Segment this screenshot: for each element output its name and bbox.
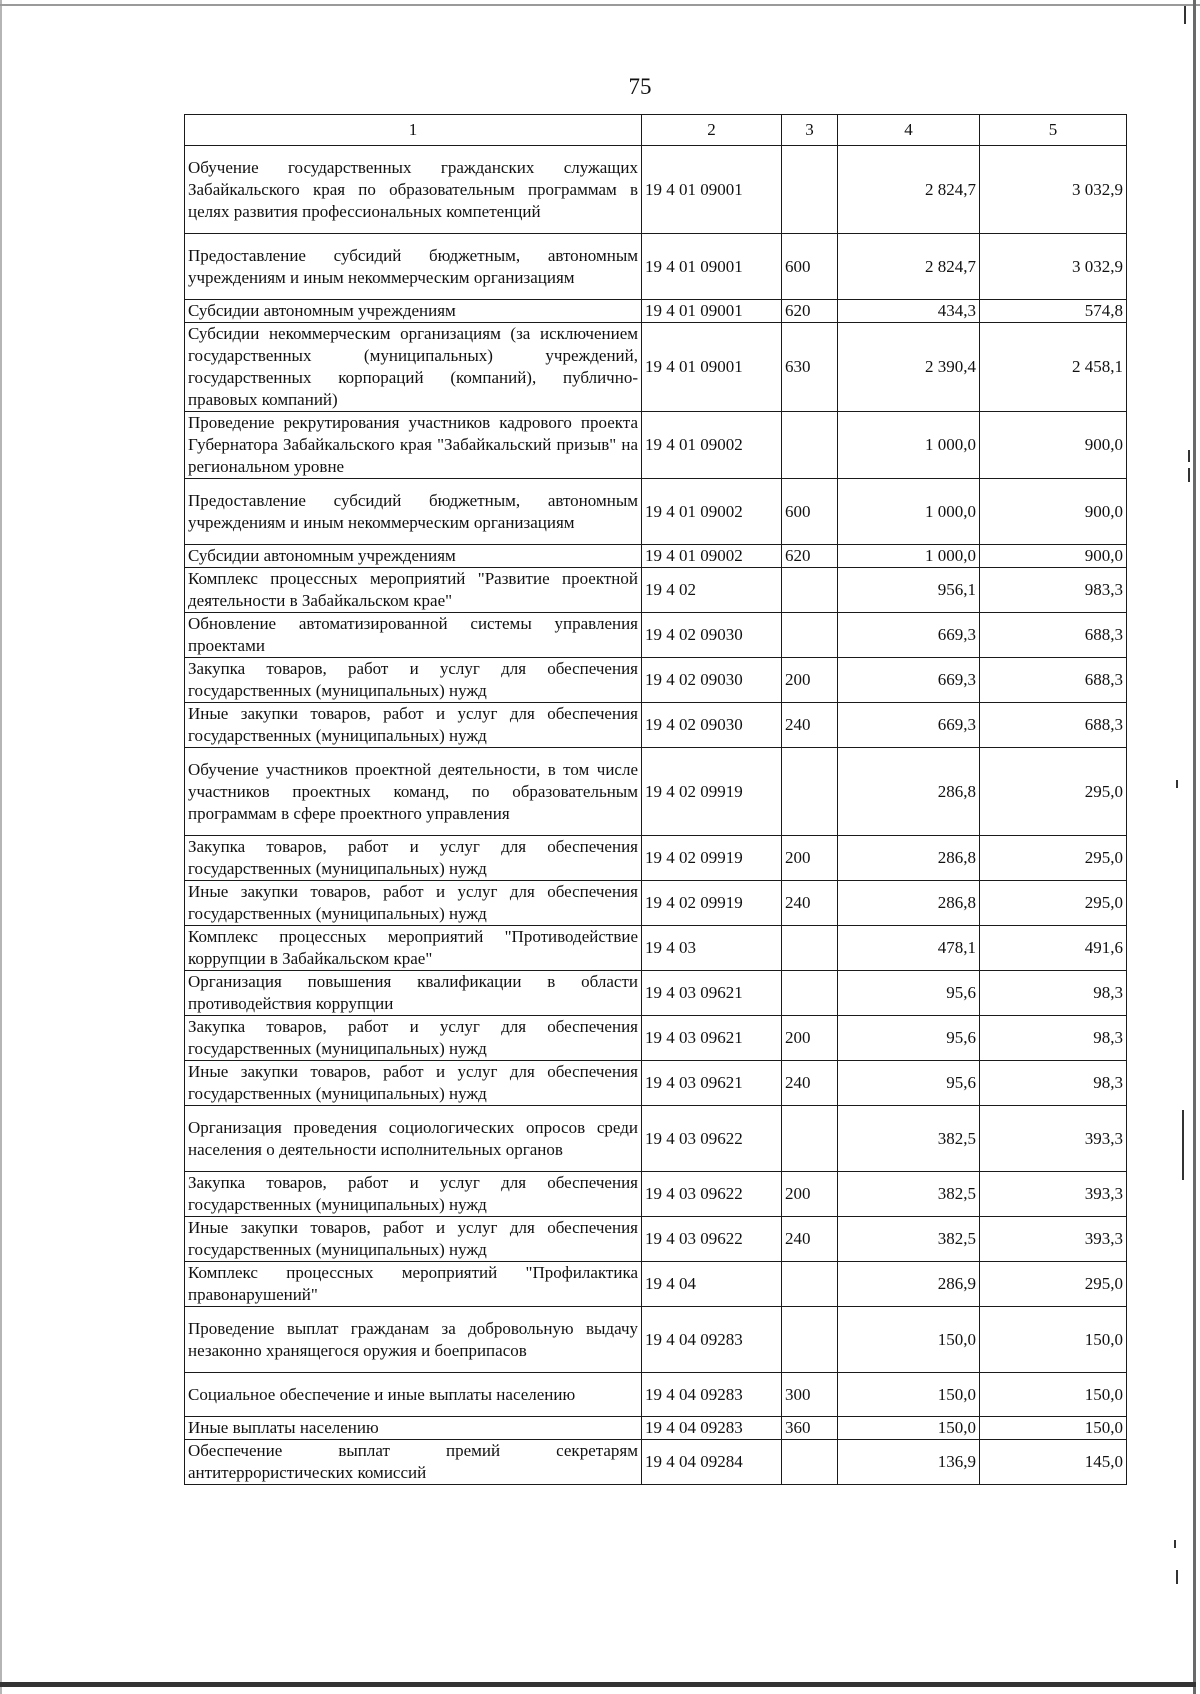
- table-body: [185, 146, 1127, 1485]
- row-target-code: 19 4 03: [642, 926, 782, 971]
- row-amount-year-1: 286,8: [838, 836, 980, 881]
- row-target-code: 19 4 01 09001: [642, 234, 782, 300]
- row-target-code: 19 4 02 09919: [642, 748, 782, 836]
- header-col-2: 2: [642, 115, 782, 146]
- row-target-code: 19 4 04 09283: [642, 1307, 782, 1373]
- row-amount-year-1: 434,3: [838, 300, 980, 323]
- row-expense-type: 200: [782, 658, 838, 703]
- row-amount-year-2: 393,3: [980, 1172, 1127, 1217]
- table-row: [185, 971, 1127, 1016]
- row-target-code: 19 4 01 09002: [642, 479, 782, 545]
- scan-edge-right: [1193, 0, 1196, 1694]
- header-col-1: 1: [185, 115, 642, 146]
- table-row: [185, 1217, 1127, 1262]
- scan-edge-bottom: [0, 1682, 1196, 1687]
- row-expense-type: [782, 1307, 838, 1373]
- table-row: [185, 1417, 1127, 1440]
- row-description: Обеспечение выплат премий секретарям антитеррористических комиссий: [185, 1440, 642, 1485]
- row-target-code: 19 4 02 09919: [642, 881, 782, 926]
- row-amount-year-2: 393,3: [980, 1217, 1127, 1262]
- header-col-3: 3: [782, 115, 838, 146]
- row-description: Субсидии автономным учреждениям: [185, 545, 642, 568]
- row-target-code: 19 4 01 09001: [642, 323, 782, 412]
- row-description: Комплекс процессных мероприятий "Противодействие коррупции в Забайкальском крае": [185, 926, 642, 971]
- row-amount-year-2: 393,3: [980, 1106, 1127, 1172]
- table-row: [185, 658, 1127, 703]
- row-description: Организация проведения социологических опросов среди населения о деятельности исполнительных органов: [185, 1106, 642, 1172]
- row-description: Обучение государственных гражданских служащих Забайкальского края по образовательным программам в целях развития профессиональных компетенций: [185, 146, 642, 234]
- row-description: Закупка товаров, работ и услуг для обеспечения государственных (муниципальных) нужд: [185, 1016, 642, 1061]
- table-row: [185, 1373, 1127, 1417]
- row-amount-year-1: 382,5: [838, 1172, 980, 1217]
- row-expense-type: 240: [782, 1061, 838, 1106]
- table-row: [185, 748, 1127, 836]
- scan-speck: [1188, 468, 1190, 482]
- row-target-code: 19 4 03 09622: [642, 1217, 782, 1262]
- row-amount-year-1: 669,3: [838, 703, 980, 748]
- row-description: Субсидии автономным учреждениям: [185, 300, 642, 323]
- row-target-code: 19 4 03 09621: [642, 1061, 782, 1106]
- table-row: [185, 1061, 1127, 1106]
- scan-edge-top: [0, 4, 1200, 6]
- row-expense-type: [782, 1106, 838, 1172]
- row-expense-type: 200: [782, 836, 838, 881]
- scan-speck: [1182, 1110, 1184, 1180]
- row-description: Обновление автоматизированной системы управления проектами: [185, 613, 642, 658]
- row-target-code: 19 4 02 09919: [642, 836, 782, 881]
- row-amount-year-1: 1 000,0: [838, 479, 980, 545]
- row-amount-year-2: 98,3: [980, 971, 1127, 1016]
- row-expense-type: 360: [782, 1417, 838, 1440]
- row-description: Проведение рекрутирования участников кадрового проекта Губернатора Забайкальского края "Забайкальский призыв" на региональном уровне: [185, 412, 642, 479]
- row-expense-type: 620: [782, 300, 838, 323]
- row-amount-year-1: 2 824,7: [838, 234, 980, 300]
- table-row: [185, 545, 1127, 568]
- row-amount-year-2: 145,0: [980, 1440, 1127, 1485]
- row-target-code: 19 4 02 09030: [642, 703, 782, 748]
- row-description: Предоставление субсидий бюджетным, автономным учреждениям и иным некоммерческим организациям: [185, 234, 642, 300]
- row-expense-type: 240: [782, 881, 838, 926]
- row-amount-year-1: 2 390,4: [838, 323, 980, 412]
- row-expense-type: 240: [782, 703, 838, 748]
- table-row: [185, 1016, 1127, 1061]
- row-expense-type: 200: [782, 1172, 838, 1217]
- row-amount-year-2: 150,0: [980, 1373, 1127, 1417]
- table-row: [185, 1307, 1127, 1373]
- row-expense-type: [782, 412, 838, 479]
- table-row: [185, 1172, 1127, 1217]
- row-amount-year-2: 295,0: [980, 1262, 1127, 1307]
- row-amount-year-1: 956,1: [838, 568, 980, 613]
- row-description: Предоставление субсидий бюджетным, автономным учреждениям и иным некоммерческим организациям: [185, 479, 642, 545]
- row-description: Закупка товаров, работ и услуг для обеспечения государственных (муниципальных) нужд: [185, 1172, 642, 1217]
- row-description: Иные выплаты населению: [185, 1417, 642, 1440]
- row-target-code: 19 4 04 09284: [642, 1440, 782, 1485]
- row-amount-year-1: 95,6: [838, 1061, 980, 1106]
- table-row: [185, 479, 1127, 545]
- row-amount-year-1: 1 000,0: [838, 412, 980, 479]
- scan-edge-left: [0, 0, 2, 1694]
- row-target-code: 19 4 01 09001: [642, 146, 782, 234]
- row-amount-year-2: 150,0: [980, 1307, 1127, 1373]
- scan-speck: [1176, 780, 1178, 788]
- row-expense-type: 240: [782, 1217, 838, 1262]
- row-expense-type: [782, 748, 838, 836]
- row-expense-type: [782, 568, 838, 613]
- row-description: Проведение выплат гражданам за добровольную выдачу незаконно хранящегося оружия и боеприпасов: [185, 1307, 642, 1373]
- row-amount-year-1: 2 824,7: [838, 146, 980, 234]
- row-target-code: 19 4 01 09001: [642, 300, 782, 323]
- row-amount-year-1: 95,6: [838, 1016, 980, 1061]
- row-expense-type: 620: [782, 545, 838, 568]
- row-target-code: 19 4 01 09002: [642, 545, 782, 568]
- row-target-code: 19 4 04 09283: [642, 1417, 782, 1440]
- table-row: [185, 836, 1127, 881]
- row-amount-year-2: 295,0: [980, 881, 1127, 926]
- row-target-code: 19 4 02 09030: [642, 613, 782, 658]
- row-amount-year-2: 295,0: [980, 836, 1127, 881]
- table-row: [185, 234, 1127, 300]
- row-target-code: 19 4 03 09622: [642, 1106, 782, 1172]
- row-amount-year-1: 286,8: [838, 881, 980, 926]
- row-amount-year-2: 900,0: [980, 545, 1127, 568]
- row-amount-year-1: 95,6: [838, 971, 980, 1016]
- row-amount-year-1: 669,3: [838, 658, 980, 703]
- header-row: [185, 115, 1127, 146]
- row-target-code: 19 4 03 09622: [642, 1172, 782, 1217]
- row-amount-year-1: 286,8: [838, 748, 980, 836]
- row-description: Иные закупки товаров, работ и услуг для обеспечения государственных (муниципальных) нужд: [185, 703, 642, 748]
- budget-table: [184, 114, 1127, 1485]
- table-row: [185, 926, 1127, 971]
- row-description: Иные закупки товаров, работ и услуг для обеспечения государственных (муниципальных) нужд: [185, 881, 642, 926]
- row-amount-year-2: 983,3: [980, 568, 1127, 613]
- row-expense-type: [782, 613, 838, 658]
- row-description: Иные закупки товаров, работ и услуг для обеспечения государственных (муниципальных) нужд: [185, 1217, 642, 1262]
- row-amount-year-2: 900,0: [980, 412, 1127, 479]
- table-row: [185, 1262, 1127, 1307]
- row-expense-type: 600: [782, 479, 838, 545]
- row-description: Комплекс процессных мероприятий "Профилактика правонарушений": [185, 1262, 642, 1307]
- row-expense-type: 630: [782, 323, 838, 412]
- row-description: Закупка товаров, работ и услуг для обеспечения государственных (муниципальных) нужд: [185, 836, 642, 881]
- row-expense-type: [782, 1262, 838, 1307]
- table-row: [185, 412, 1127, 479]
- row-amount-year-2: 688,3: [980, 613, 1127, 658]
- row-description: Организация повышения квалификации в области противодействия коррупции: [185, 971, 642, 1016]
- row-expense-type: [782, 926, 838, 971]
- table-row: [185, 323, 1127, 412]
- row-amount-year-2: 295,0: [980, 748, 1127, 836]
- row-amount-year-1: 1 000,0: [838, 545, 980, 568]
- row-amount-year-2: 2 458,1: [980, 323, 1127, 412]
- header-col-4: 4: [838, 115, 980, 146]
- row-amount-year-2: 150,0: [980, 1417, 1127, 1440]
- table-row: [185, 703, 1127, 748]
- row-expense-type: [782, 971, 838, 1016]
- row-expense-type: [782, 1440, 838, 1485]
- row-amount-year-1: 286,9: [838, 1262, 980, 1307]
- row-amount-year-2: 3 032,9: [980, 234, 1127, 300]
- scan-speck: [1188, 450, 1190, 462]
- scan-speck: [1184, 6, 1186, 24]
- header-col-5: 5: [980, 115, 1127, 146]
- row-amount-year-1: 136,9: [838, 1440, 980, 1485]
- row-expense-type: 200: [782, 1016, 838, 1061]
- row-amount-year-1: 382,5: [838, 1106, 980, 1172]
- row-amount-year-2: 3 032,9: [980, 146, 1127, 234]
- row-amount-year-1: 150,0: [838, 1417, 980, 1440]
- row-amount-year-2: 900,0: [980, 479, 1127, 545]
- row-description: Социальное обеспечение и иные выплаты населению: [185, 1373, 642, 1417]
- scan-speck: [1174, 1540, 1176, 1548]
- row-description: Субсидии некоммерческим организациям (за исключением государственных (муниципальных) учреждений, государственных корпораций (компаний), публично-правовых компаний): [185, 323, 642, 412]
- scan-speck: [1176, 1570, 1178, 1584]
- table-row: [185, 1440, 1127, 1485]
- table-row: [185, 300, 1127, 323]
- row-amount-year-2: 98,3: [980, 1061, 1127, 1106]
- row-amount-year-2: 491,6: [980, 926, 1127, 971]
- row-target-code: 19 4 02 09030: [642, 658, 782, 703]
- row-target-code: 19 4 02: [642, 568, 782, 613]
- row-target-code: 19 4 03 09621: [642, 1016, 782, 1061]
- row-description: Иные закупки товаров, работ и услуг для обеспечения государственных (муниципальных) нужд: [185, 1061, 642, 1106]
- row-amount-year-2: 98,3: [980, 1016, 1127, 1061]
- row-target-code: 19 4 03 09621: [642, 971, 782, 1016]
- row-amount-year-1: 669,3: [838, 613, 980, 658]
- row-target-code: 19 4 04 09283: [642, 1373, 782, 1417]
- table-row: [185, 568, 1127, 613]
- row-expense-type: 300: [782, 1373, 838, 1417]
- row-amount-year-2: 688,3: [980, 658, 1127, 703]
- row-description: Обучение участников проектной деятельности, в том числе участников проектных команд, по образовательным программам в сфере проектного управления: [185, 748, 642, 836]
- row-description: Закупка товаров, работ и услуг для обеспечения государственных (муниципальных) нужд: [185, 658, 642, 703]
- row-description: Комплекс процессных мероприятий "Развитие проектной деятельности в Забайкальском крае": [185, 568, 642, 613]
- page-number: 75: [628, 74, 652, 99]
- table-row: [185, 146, 1127, 234]
- table-row: [185, 613, 1127, 658]
- row-amount-year-1: 478,1: [838, 926, 980, 971]
- row-amount-year-2: 688,3: [980, 703, 1127, 748]
- table-row: [185, 881, 1127, 926]
- row-target-code: 19 4 01 09002: [642, 412, 782, 479]
- row-expense-type: [782, 146, 838, 234]
- row-expense-type: 600: [782, 234, 838, 300]
- row-target-code: 19 4 04: [642, 1262, 782, 1307]
- table-row: [185, 1106, 1127, 1172]
- row-amount-year-1: 150,0: [838, 1373, 980, 1417]
- row-amount-year-1: 382,5: [838, 1217, 980, 1262]
- row-amount-year-1: 150,0: [838, 1307, 980, 1373]
- row-amount-year-2: 574,8: [980, 300, 1127, 323]
